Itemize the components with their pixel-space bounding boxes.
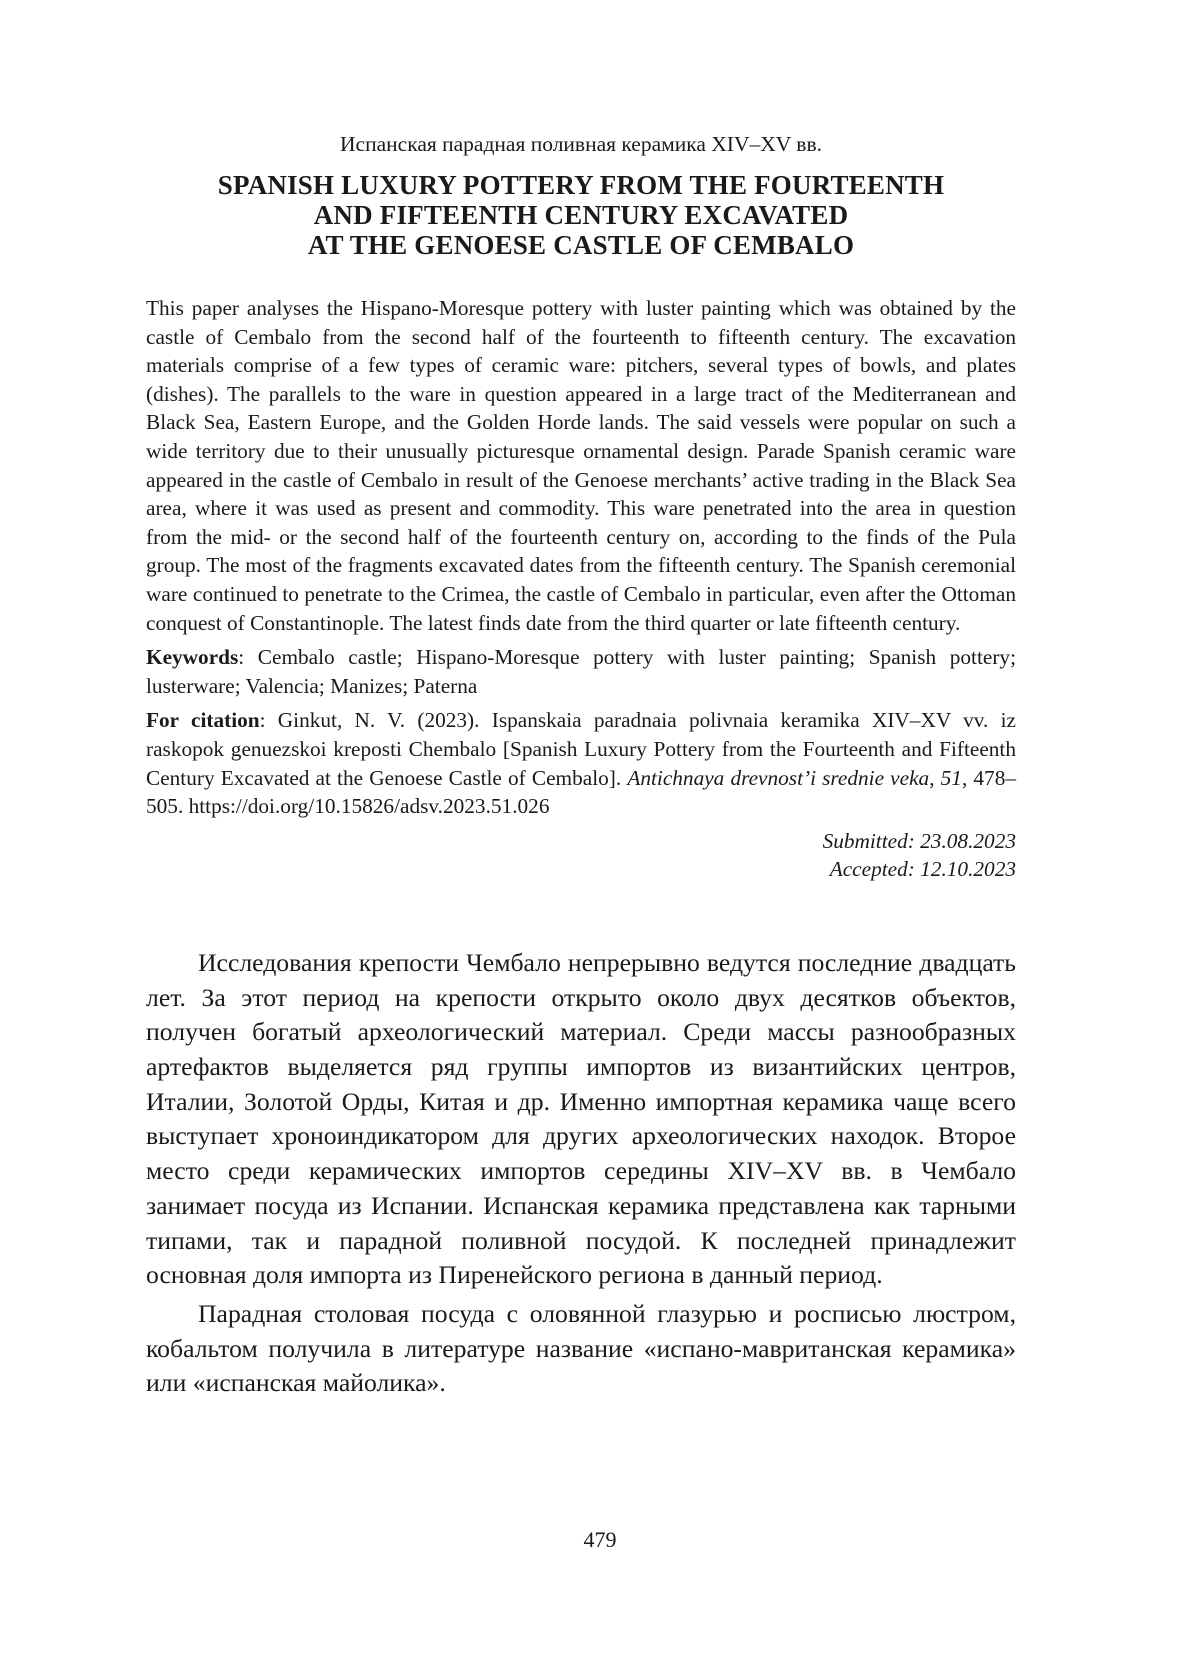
citation <box>146 706 1016 820</box>
article-title <box>146 170 1016 260</box>
submitted-date: Submitted: 23.08.2023 <box>822 828 1016 853</box>
submission-dates <box>146 827 1016 884</box>
keywords-label: Keywords <box>146 645 239 670</box>
page-number: 479 <box>583 1527 617 1552</box>
citation-label: For citation <box>146 708 260 733</box>
body-paragraph: Парадная столовая посуда с оловянной глазурью и росписью люстром, кобальтом получила в литературе название «испано-мавританская керамика» или «испанская майолика». <box>146 1298 1016 1398</box>
keywords-text: : Cembalo castle; Hispano-Moresque pottery with luster painting; Spanish pottery; lusterware; Valencia; Manizes; Paterna <box>146 645 1016 698</box>
citation-volume: 51 <box>940 765 962 790</box>
page-content <box>146 130 1016 1405</box>
citation-journal: Antichnaya drevnost’i srednie veka <box>627 765 930 790</box>
body-text <box>146 946 1016 1401</box>
keywords <box>146 643 1016 700</box>
citation-pages-doi: , 478–505. https://doi.org/10.15826/adsv.2023.51.026 <box>146 765 1017 819</box>
accepted-date: Accepted: 12.10.2023 <box>829 857 1016 882</box>
abstract: This paper analyses the Hispano-Moresque pottery with luster painting which was obtained by the castle of Cembalo from the second half of the fourteenth to fifteenth century. The excavation materials comprise of a few types of ceramic ware: pitchers, several types of bowls, and plates (dishes). The parallels to the ware in question appeared in a large tract of the Mediterranean and Black Sea, Eastern Europe, and the Golden Horde lands. The said vessels were popular on such a wide territory due to their unusually picturesque ornamental design. Parade Spanish ceramic ware appeared in the castle of Cembalo in result of the Genoese merchants’ active trading in the Black Sea area, where it was used as present and commodity. This ware penetrated into the area in question from the mid- or the second half of the fourteenth century on, according to the finds of the Pula group. The most of the fragments excavated dates from the fifteenth century. The Spanish ceremonial ware continued to penetrate to the Crimea, the castle of Cembalo in particular, even after the Ottoman conquest of Constantinople. The latest finds date from the third quarter or late fifteenth century. <box>146 296 1016 635</box>
title-line: AND FIFTEENTH CENTURY EXCAVATED <box>313 200 849 230</box>
citation-comma: , <box>929 765 941 790</box>
body-paragraph: Исследования крепости Чембало непрерывно ведутся последние двадцать лет. За этот период на крепости открыто около двух десятков объектов, получен богатый археологический материал. Среди массы разнообразных артефактов выделяется ряд группы импортов из византийских центров, Италии, Золотой Орды, Китая и др. Именно импортная керамика чаще всего выступает хроноиндикатором для других археологических находок. Второе место среди керамических импортов середины XIV–XV вв. в Чембало занимает посуда из Испании. Испанская керамика представлена как тарными типами, так и парадной поливной посудой. К последней принадлежит основная доля импорта из Пиренейского региона в данный период. <box>146 947 1016 1290</box>
title-line: SPANISH LUXURY POTTERY FROM THE FOURTEENTH <box>217 170 945 200</box>
running-head: Испанская парадная поливная керамика XIV–XV вв. <box>340 132 822 156</box>
citation-text: : Ginkut, N. V. (2023). Ispanskaia paradnaia polivnaia keramika XIV–XV vv. iz raskopok genuezskoi kreposti Chembalo [Spanish Luxury Pottery from the Fourteenth and Fifteenth Century Excavated at the Genoese Castle of Cembalo]. <box>146 708 1016 790</box>
title-line: AT THE GENOESE CASTLE OF CEMBALO <box>307 230 855 260</box>
